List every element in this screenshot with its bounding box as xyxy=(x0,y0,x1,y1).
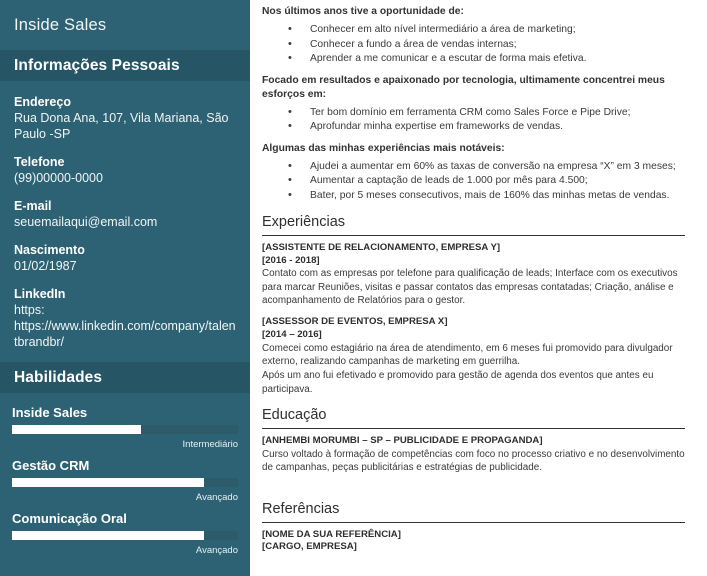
experience-description: Contato com as empresas por telefone para qualificação de leads; Interface com os executivos para marcar Reuniões, visitas e passar contatos das empresas contatadas; Criação, análise e acompanhamento de Relatórios para o gestor. xyxy=(262,268,678,306)
intro-paragraph-2: Focado em resultados e apaixonado por tecnologia, ultimamente concentrei meus esforços em: xyxy=(262,74,665,100)
skill-name: Inside Sales xyxy=(12,405,88,420)
info-label-birthdate: Nascimento xyxy=(14,243,85,257)
info-item-linkedin xyxy=(14,286,236,350)
section-heading-references: Referências xyxy=(262,500,340,517)
skill-level-label: Avançado xyxy=(195,545,238,556)
personal-info-list xyxy=(0,81,250,350)
section-divider xyxy=(262,235,685,236)
experience-date: [2014 – 2016] xyxy=(262,329,322,340)
list-item: • Ajudei a aumentar em 60% as taxas de conversão na empresa “X” em 3 meses; xyxy=(310,160,685,175)
info-item-phone xyxy=(14,154,236,186)
list-item: • Aumentar a captação de leads de 1.000 por mês para 4.500; xyxy=(310,174,685,189)
experience-title: [ASSESSOR DE EVENTOS, EMPRESA X] xyxy=(262,316,448,328)
info-value-birthdate: 01/02/1987 xyxy=(14,259,77,273)
list-item: • Bater, por 5 meses consecutivos, mais de 160% das minhas metas de vendas. xyxy=(310,189,685,204)
spacer xyxy=(262,484,685,490)
skill-level-label: Intermediário xyxy=(182,439,238,450)
skill-bar-fill xyxy=(12,478,204,487)
education-entry xyxy=(262,435,685,474)
personal-info-title: Informações Pessoais xyxy=(14,56,180,74)
candidate-name-band xyxy=(0,0,250,50)
experience-description-extra: Após um ano fui efetivado e promovido para gestão de agenda dos eventos que antes eu participava. xyxy=(262,370,654,395)
list-item: • Conhecer em alto nível intermediário a área de marketing; xyxy=(310,23,685,38)
intro-paragraph-1: Nos últimos anos tive a oportunidade de: xyxy=(262,6,464,17)
info-item-email xyxy=(14,198,236,230)
skill-name: Gestão CRM xyxy=(12,458,90,473)
main-content xyxy=(250,0,707,576)
education-title: [ANHEMBI MORUMBI – SP – PUBLICIDADE E PROPAGANDA] xyxy=(262,435,543,447)
experience-entry xyxy=(262,242,685,307)
education-description: Curso voltado à formação de competências com foco no processo criativo e no desenvolvimento de campanhas, peças publicitárias e estratégias de publicidade. xyxy=(262,448,685,474)
experience-title: [ASSISTENTE DE RELACIONAMENTO, EMPRESA Y] xyxy=(262,242,501,253)
skills-title: Habilidades xyxy=(14,368,103,386)
section-heading-education: Educação xyxy=(262,407,327,424)
skill-item-inside-sales xyxy=(12,405,238,450)
list-item: • Aprender a me comunicar e a escutar de forma mais efetiva. xyxy=(310,52,685,67)
skill-item-gestao-crm xyxy=(12,458,238,503)
reference-name: [NOME DA SUA REFERÊNCIA] xyxy=(262,528,401,540)
intro-bullets-2 xyxy=(262,106,685,135)
info-item-address xyxy=(14,94,236,142)
reference-entry xyxy=(262,529,685,554)
experience-description: Comecei como estagiário na área de atendimento, em 6 meses fui promovido para divulgador externo, realizando campanhas de marketing em guerrilha. xyxy=(262,342,673,367)
candidate-name: Inside Sales xyxy=(14,15,107,34)
section-heading-experience: Experiências xyxy=(262,214,346,230)
skill-name: Comunicação Oral xyxy=(12,511,127,526)
skills-header xyxy=(0,362,250,393)
skill-bar-track xyxy=(12,531,238,540)
section-divider xyxy=(262,428,685,429)
skill-item-comunicacao-oral xyxy=(12,511,238,556)
section-divider xyxy=(262,522,685,523)
list-item: • Ter bom domínio em ferramenta CRM como Sales Force e Pipe Drive; xyxy=(310,106,685,121)
skill-bar-fill xyxy=(12,531,204,540)
intro-paragraph-3: Algumas das minhas experiências mais notáveis: xyxy=(262,142,505,154)
info-value-linkedin[interactable]: https: https://www.linkedin.com/company/talentbrandbr/ xyxy=(14,303,236,349)
intro-bullets-1 xyxy=(262,23,685,67)
personal-info-header xyxy=(0,50,250,81)
skill-level-label: Avançado xyxy=(195,492,238,503)
intro-bullets-3 xyxy=(262,160,685,204)
skill-bar-track xyxy=(12,478,238,487)
skill-bar-fill xyxy=(12,425,141,434)
info-item-birthdate xyxy=(14,242,236,274)
skill-bar-track xyxy=(12,425,238,434)
reference-role: [CARGO, EMPRESA] xyxy=(262,541,357,553)
info-value-address: Rua Dona Ana, 107, Vila Mariana, São Paulo -SP xyxy=(14,111,229,141)
list-item: • Conhecer a fundo a área de vendas internas; xyxy=(310,38,685,53)
info-value-phone: (99)00000-0000 xyxy=(14,171,103,185)
list-item: • Aprofundar minha expertise em frameworks de vendas. xyxy=(310,120,685,135)
info-label-phone: Telefone xyxy=(14,155,65,169)
skills-list xyxy=(0,393,250,556)
info-value-email: seuemailaqui@email.com xyxy=(14,215,158,229)
info-label-linkedin: LinkedIn xyxy=(14,287,66,301)
experience-date: [2016 - 2018] xyxy=(262,254,320,266)
sidebar xyxy=(0,0,250,576)
info-label-email: E-mail xyxy=(14,199,52,213)
experience-entry xyxy=(262,316,685,396)
info-label-address: Endereço xyxy=(14,95,71,109)
